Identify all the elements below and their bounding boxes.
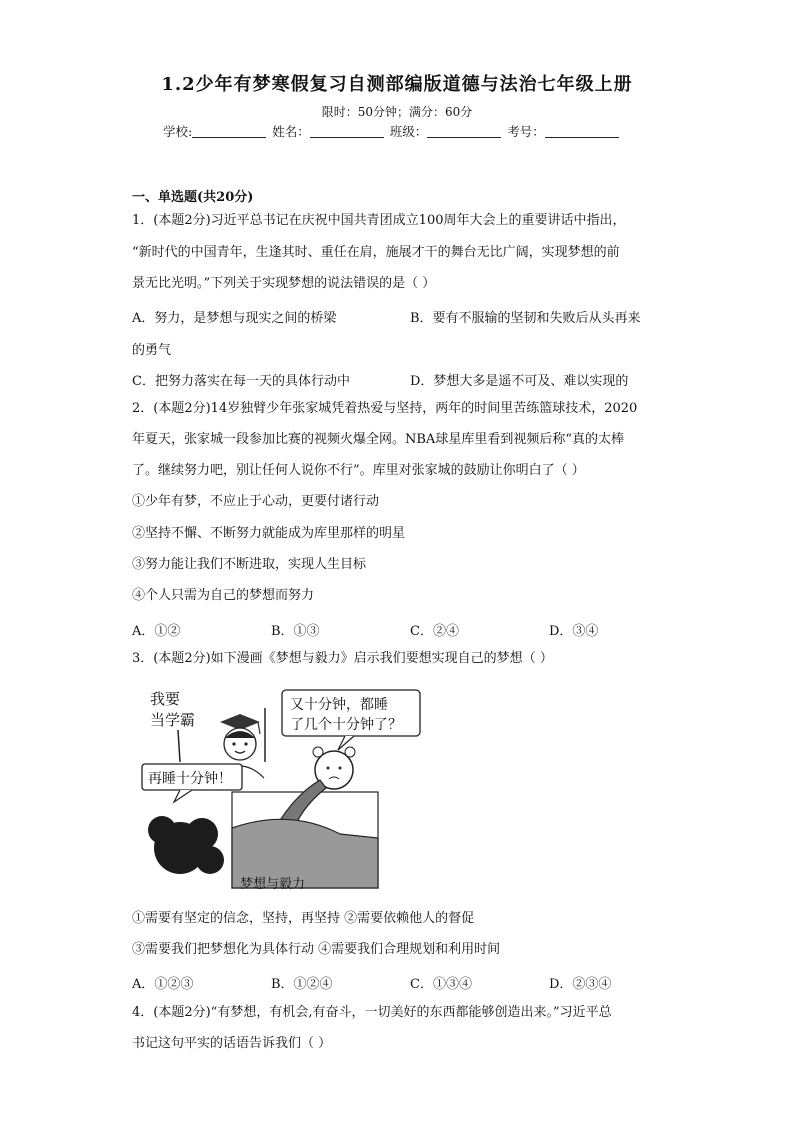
school-blank[interactable] [192, 125, 266, 138]
q3-option-c[interactable]: C．①③④ [410, 977, 472, 992]
comic-dream-text-1: 我要 [150, 690, 181, 708]
q3-line: 3．(本题2分)如下漫画《梦想与毅力》启示我们要想实现自己的梦想（ ） [132, 651, 553, 666]
class-blank[interactable] [427, 125, 501, 138]
q1-line: 景无比光明。”下列关于实现梦想的说法错误的是（ ） [132, 276, 436, 291]
q1-option-d[interactable]: D．梦想大多是遥不可及、难以实现的 [410, 374, 629, 389]
sleeper-hair [148, 816, 224, 874]
q1-option-c[interactable]: C．把努力落实在每一天的具体行动中 [132, 374, 350, 389]
comic-caption: 梦想与毅力 [240, 877, 306, 892]
comic-illustration [140, 688, 402, 888]
q1-option-b[interactable]: B．要有不服输的坚韧和失败后从头再来 [410, 311, 641, 326]
comic-dream-text-2: 当学霸 [150, 711, 196, 729]
exam-no-label: 考号： [507, 124, 545, 139]
q3-option-a[interactable]: A．①②③ [132, 977, 194, 992]
q2-line: 了。继续努力吧，别让任何人说你不行”。库里对张家城的鼓励让你明白了（ ） [132, 463, 585, 478]
time-score-info: 限时：50分钟；满分：60分 [321, 105, 473, 119]
q2-option-a[interactable]: A．①② [132, 624, 181, 639]
q3-option-b[interactable]: B．①②④ [271, 977, 333, 992]
class-label: 班级： [389, 124, 428, 139]
exam-no-blank[interactable] [545, 125, 619, 138]
q1-option-a[interactable]: A．努力，是梦想与现实之间的桥梁 [132, 311, 337, 326]
q2-item: ④个人只需为自己的梦想而努力 [132, 588, 315, 603]
q1-line: 1．(本题2分)习近平总书记在庆祝中国共青团成立100周年大会上的重要讲话中指出， [132, 213, 626, 228]
q1-line: “新时代的中国青年，生逢其时、重任在肩，施展才干的舞台无比广阔，实现梦想的前 [132, 245, 620, 260]
page-title: 1.2少年有梦寒假复习自测部编版道德与法治七年级上册 [161, 74, 633, 95]
q2-line: 年夏天，张家城一段参加比赛的视频火爆全网。NBA球星库里看到视频后称“真的太棒 [132, 432, 624, 447]
q2-item: ①少年有梦，不应止于心动，更要付诸行动 [132, 494, 380, 509]
q2-item: ②坚持不懈、不断努力就能成为库里那样的明星 [132, 526, 406, 541]
q3-item: ③需要我们把梦想化为具体行动 ④需要我们合理规划和利用时间 [132, 942, 501, 957]
q2-option-b[interactable]: B．①③ [271, 624, 320, 639]
name-label: 姓名： [272, 124, 310, 139]
q2-option-d[interactable]: D．③④ [549, 624, 599, 639]
q2-line: 2．(本题2分)14岁独臂少年张家城凭着热爱与坚持，两年的时间里苦练篮球技术，2020 [132, 401, 638, 416]
school-label: 学校: [163, 124, 193, 139]
q3-item: ①需要有坚定的信念，坚持，再坚持 ②需要依赖他人的督促 [132, 911, 475, 926]
q1-option-b-continued: 的勇气 [132, 343, 172, 358]
comic-sleep-text: 再睡十分钟！ [148, 771, 232, 787]
comic-clock-text-1: 又十分钟，都睡 [290, 697, 388, 713]
q4-line: 4．(本题2分)“有梦想，有机会,有奋斗，一切美好的东西都能够创造出来。”习近平总 [132, 1005, 612, 1020]
name-blank[interactable] [310, 125, 384, 138]
comic-clock-text-2: 了几个十分钟了？ [290, 717, 402, 733]
student-info-row [163, 122, 621, 140]
q3-option-d[interactable]: D．②③④ [549, 977, 612, 992]
q2-item: ③努力能让我们不断进取，实现人生目标 [132, 557, 367, 572]
section-title: 一、单选题(共20分) [132, 190, 254, 205]
q2-option-c[interactable]: C．②④ [410, 624, 459, 639]
q4-line: 书记这句平实的话语告诉我们（ ） [132, 1036, 332, 1051]
